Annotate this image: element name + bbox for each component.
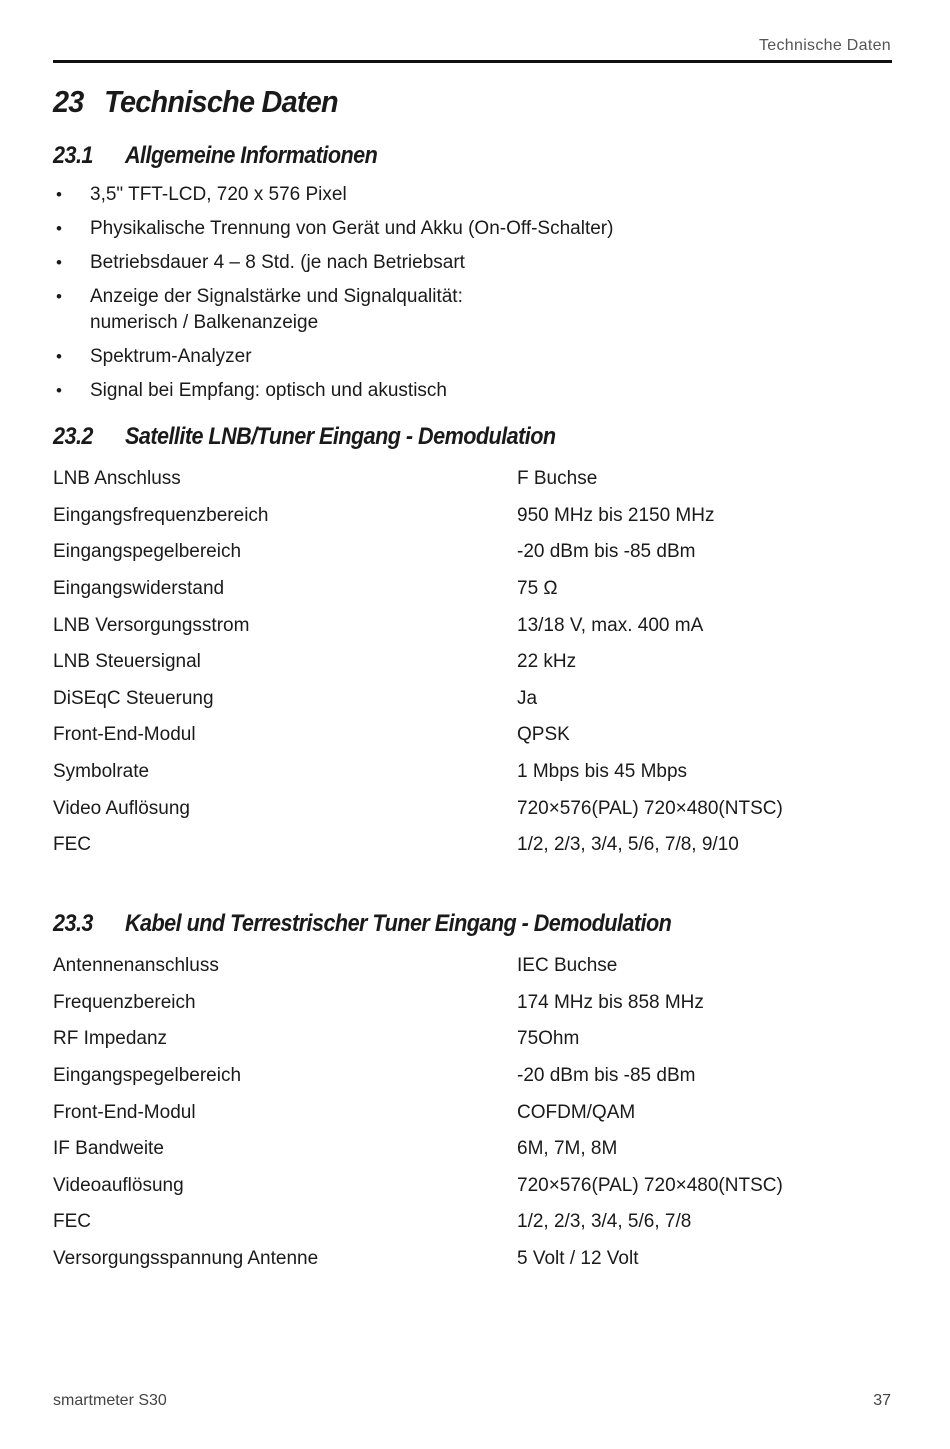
section-heading-satellite [53,423,556,451]
feature-list [53,182,613,412]
section-number: 23.1 [53,142,93,169]
list-item-text: Anzeige der Signalstärke und Signalqualität: [90,286,463,307]
footer-product-name: smartmeter S30 [53,1392,167,1409]
spec-value: Ja [517,687,538,709]
table-row [53,827,783,864]
spec-label: LNB Versorgungsstrom [53,614,250,636]
spec-value: 5 Volt / 12 Volt [517,1248,639,1270]
table-row [53,717,783,754]
bullet-icon: • [56,185,62,204]
list-item [53,284,613,336]
spec-value: 1 Mbps bis 45 Mbps [517,761,688,783]
spec-value: QPSK [517,724,570,746]
spec-label: FEC [53,834,91,856]
spec-label: Eingangsfrequenzbereich [53,504,269,526]
chapter-title-text: Technische Daten [104,84,338,119]
table-row [53,1058,783,1095]
spec-label: FEC [53,1211,91,1233]
spec-label: Video Auflösung [53,797,190,819]
spec-value: -20 dBm bis -85 dBm [517,1065,696,1087]
spec-value: 720×576(PAL) 720×480(NTSC) [517,1174,783,1196]
list-item [53,216,613,242]
spec-label: Antennenanschluss [53,955,219,977]
chapter-title [53,84,338,120]
list-item-text-continuation: numerisch / Balkenanzeige [90,312,319,333]
spec-value: 13/18 V, max. 400 mA [517,614,704,636]
spec-label: RF Impedanz [53,1028,168,1050]
spec-label: Symbolrate [53,761,150,783]
spec-value: 950 MHz bis 2150 MHz [517,504,715,526]
spec-label: Versorgungsspannung Antenne [53,1248,319,1270]
spec-value: 1/2, 2/3, 3/4, 5/6, 7/8, 9/10 [517,834,739,856]
section-number: 23.3 [53,910,93,937]
spec-value: -20 dBm bis -85 dBm [517,541,696,563]
bullet-icon: • [56,253,62,272]
spec-value: F Buchse [517,468,598,490]
section-number: 23.2 [53,423,93,450]
section-title-text: Kabel und Terrestrischer Tuner Eingang - Demodulation [125,910,672,937]
list-item-text: Spektrum-Analyzer [90,346,252,367]
spec-label: DiSEqC Steuerung [53,687,214,709]
spec-label: LNB Anschluss [53,468,181,490]
spec-value: 22 kHz [517,651,577,673]
page-number: 37 [873,1392,891,1409]
list-item-text: Betriebsdauer 4 – 8 Std. (je nach Betriebsart [90,252,465,273]
table-row [53,681,783,718]
table-row [53,498,783,535]
table-row [53,607,783,644]
section-heading-cable-terrestrial [53,910,671,938]
table-row [53,1241,783,1278]
list-item-text: 3,5" TFT-LCD, 720 x 576 Pixel [90,184,347,205]
bullet-icon: • [56,219,62,238]
list-item [53,344,613,370]
spec-label: Front-End-Modul [53,724,196,746]
table-row [53,754,783,791]
spec-label: Front-End-Modul [53,1101,196,1123]
section-title-text: Allgemeine Informationen [125,142,378,169]
spec-value: 720×576(PAL) 720×480(NTSC) [517,797,783,819]
table-row [53,534,783,571]
spec-value: COFDM/QAM [517,1101,636,1123]
spec-value: 75 Ω [517,578,558,600]
list-item-text: Physikalische Trennung von Gerät und Akku (On-Off-Schalter) [90,218,614,239]
list-item [53,182,613,208]
table-row [53,1168,783,1205]
table-row [53,1094,783,1131]
bullet-icon: • [56,381,62,400]
bullet-icon: • [56,347,62,366]
spec-label: Frequenzbereich [53,991,196,1013]
spec-value: 75Ohm [517,1028,580,1050]
chapter-number: 23 [53,84,84,119]
bullet-icon: • [56,287,62,306]
running-header: Technische Daten [759,37,891,54]
table-row [53,948,783,985]
table-row [53,985,783,1022]
table-row [53,461,783,498]
spec-label: LNB Steuersignal [53,651,201,673]
list-item [53,378,613,404]
cable-terrestrial-spec-table [53,948,783,1277]
spec-label: Eingangspegelbereich [53,1065,242,1087]
spec-value: 1/2, 2/3, 3/4, 5/6, 7/8 [517,1211,692,1233]
spec-label: Eingangspegelbereich [53,541,242,563]
spec-value: 6M, 7M, 8M [517,1138,618,1160]
section-heading-general [53,142,377,170]
table-row [53,1021,783,1058]
table-row [53,1204,783,1241]
table-row [53,571,783,608]
spec-value: IEC Buchse [517,955,618,977]
spec-label: IF Bandweite [53,1138,164,1160]
list-item [53,250,613,276]
table-row [53,790,783,827]
spec-value: 174 MHz bis 858 MHz [517,991,704,1013]
spec-label: Videoauflösung [53,1174,184,1196]
satellite-spec-table [53,461,783,864]
spec-label: Eingangswiderstand [53,578,225,600]
header-rule [53,60,892,63]
table-row [53,644,783,681]
list-item-text: Signal bei Empfang: optisch und akustisch [90,380,447,401]
section-title-text: Satellite LNB/Tuner Eingang - Demodulation [125,423,556,450]
table-row [53,1131,783,1168]
